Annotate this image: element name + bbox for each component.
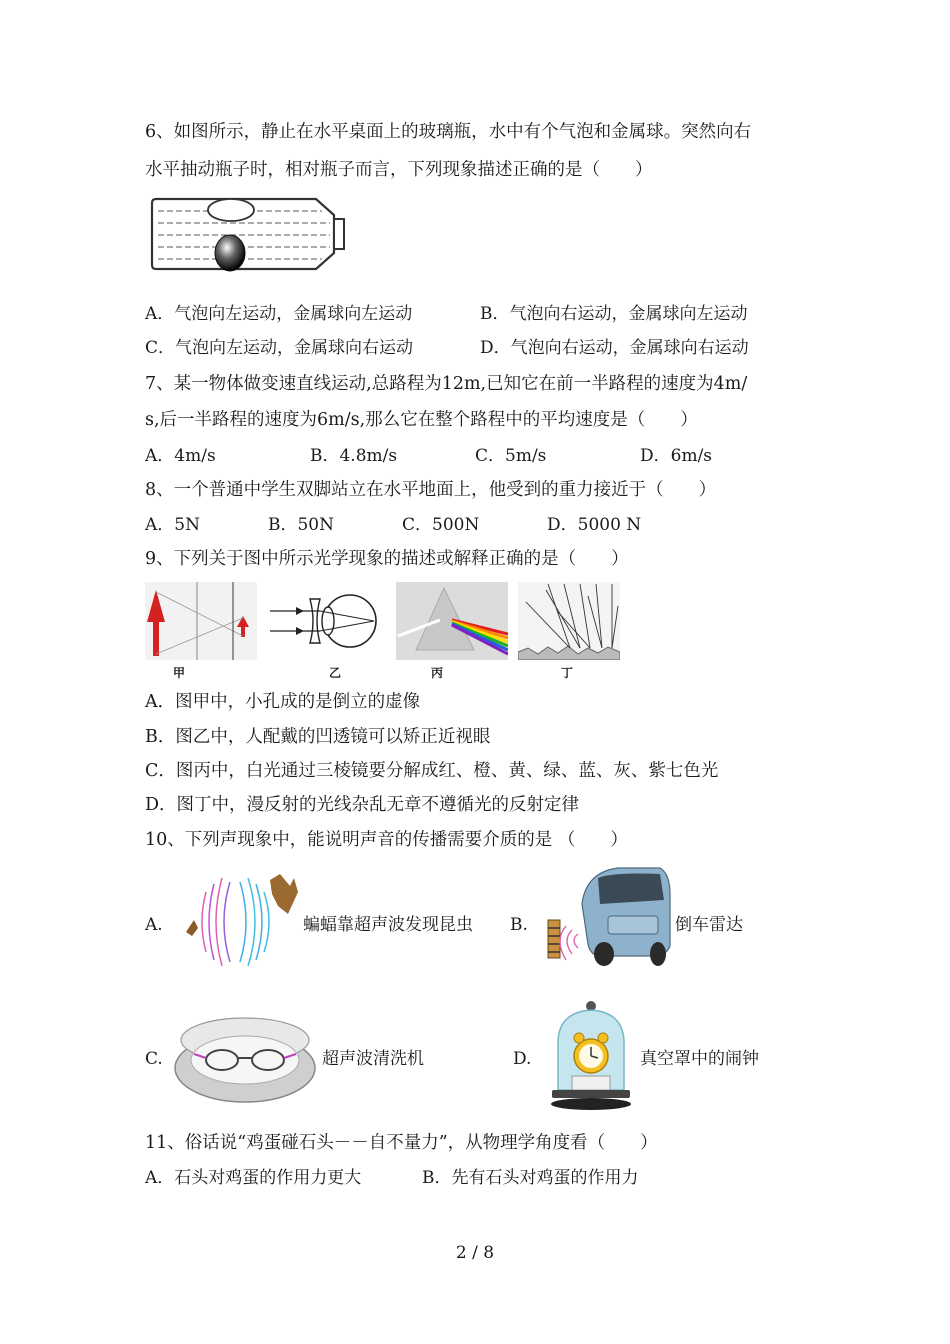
figure-caption-ding: 丁 [561, 666, 574, 680]
q9-option-a: A．图甲中，小孔成的是倒立的虚像 [145, 692, 421, 712]
reversing-radar-figure [542, 864, 672, 972]
q11-option-b: B．先有石头对鸡蛋的作用力 [422, 1168, 639, 1188]
q7-option-c: C．5m/s [475, 446, 547, 466]
q8-option-c: C．500N [402, 515, 480, 535]
insect-icon [186, 920, 198, 936]
q6-option-a: A．气泡向左运动，金属球向左运动 [145, 304, 413, 324]
q7-option-b: B．4.8m/s [310, 446, 398, 466]
q9-option-c: C．图丙中，白光通过三棱镜要分解成红、橙、黄、绿、蓝、灰、紫七色光 [145, 761, 719, 781]
q11-option-a: A．石头对鸡蛋的作用力更大 [145, 1168, 362, 1188]
q6-option-d: D．气泡向右运动，金属球向右运动 [480, 338, 749, 358]
q6-option-b: B．气泡向右运动，金属球向左运动 [480, 304, 748, 324]
q11-stem: 11、俗话说“鸡蛋碰石头－－自不量力”，从物理学角度看（ ） [145, 1133, 658, 1153]
q10-option-b-letter: B. [510, 915, 528, 935]
q8-option-d: D．5000 N [547, 515, 642, 535]
q10-stem: 10、下列声现象中，能说明声音的传播需要介质的是 （ ） [145, 830, 628, 850]
metal-ball [215, 235, 245, 271]
page-number: 2 / 8 [455, 1243, 495, 1263]
q7-option-d: D．6m/s [640, 446, 713, 466]
bell-jar-alarm-figure [548, 1000, 634, 1112]
air-bubble [208, 199, 254, 221]
q9-stem: 9、下列关于图中所示光学现象的描述或解释正确的是（ ） [145, 549, 629, 569]
q6-stem-line1: 6、如图所示，静止在水平桌面上的玻璃瓶，水中有个气泡和金属球。突然向右 [145, 122, 752, 142]
q10-option-d-text: 真空罩中的闹钟 [640, 1049, 759, 1069]
pinhole-figure [145, 582, 257, 660]
bat-icon [270, 874, 298, 914]
q7-stem-line1: 7、某一物体做变速直线运动,总路程为12m,已知它在前一半路程的速度为4m/ [145, 374, 748, 394]
figure-caption-yi: 乙 [329, 666, 342, 680]
q8-option-a: A．5N [145, 515, 200, 535]
q9-option-d: D．图丁中，漫反射的光线杂乱无章不遵循光的反射定律 [145, 795, 580, 815]
figure-caption-bing: 丙 [431, 666, 444, 680]
q7-option-a: A．4m/s [145, 446, 216, 466]
bat-ultrasound-figure [184, 872, 299, 972]
q8-stem: 8、一个普通中学生双脚站立在水平地面上，他受到的重力接近于（ ） [145, 480, 717, 500]
q10-option-b-text: 倒车雷达 [675, 915, 743, 935]
q6-option-c: C．气泡向左运动，金属球向右运动 [145, 338, 414, 358]
ultrasonic-cleaner-figure [172, 1010, 318, 1104]
q8-option-b: B．50N [268, 515, 334, 535]
q10-option-d-letter: D. [513, 1049, 532, 1069]
prism-figure [396, 582, 508, 660]
figure-caption-jia: 甲 [173, 666, 186, 680]
q7-stem-line2: s,后一半路程的速度为6m/s,那么它在整个路程中的平均速度是（ ） [145, 410, 698, 430]
q10-option-c-text: 超声波清洗机 [322, 1049, 424, 1069]
q10-option-a-text: 蝙蝠靠超声波发现昆虫 [303, 915, 473, 935]
diffuse-reflection-figure [518, 582, 620, 660]
q6-stem-line2: 水平抽动瓶子时，相对瓶子而言，下列现象描述正确的是（ ） [145, 160, 653, 180]
q10-option-a-letter: A. [145, 915, 163, 935]
glass-bottle-figure [150, 193, 348, 275]
myopia-lens-figure [270, 585, 382, 657]
q10-option-c-letter: C. [145, 1049, 163, 1069]
q9-option-b: B．图乙中，人配戴的凹透镜可以矫正近视眼 [145, 727, 491, 747]
